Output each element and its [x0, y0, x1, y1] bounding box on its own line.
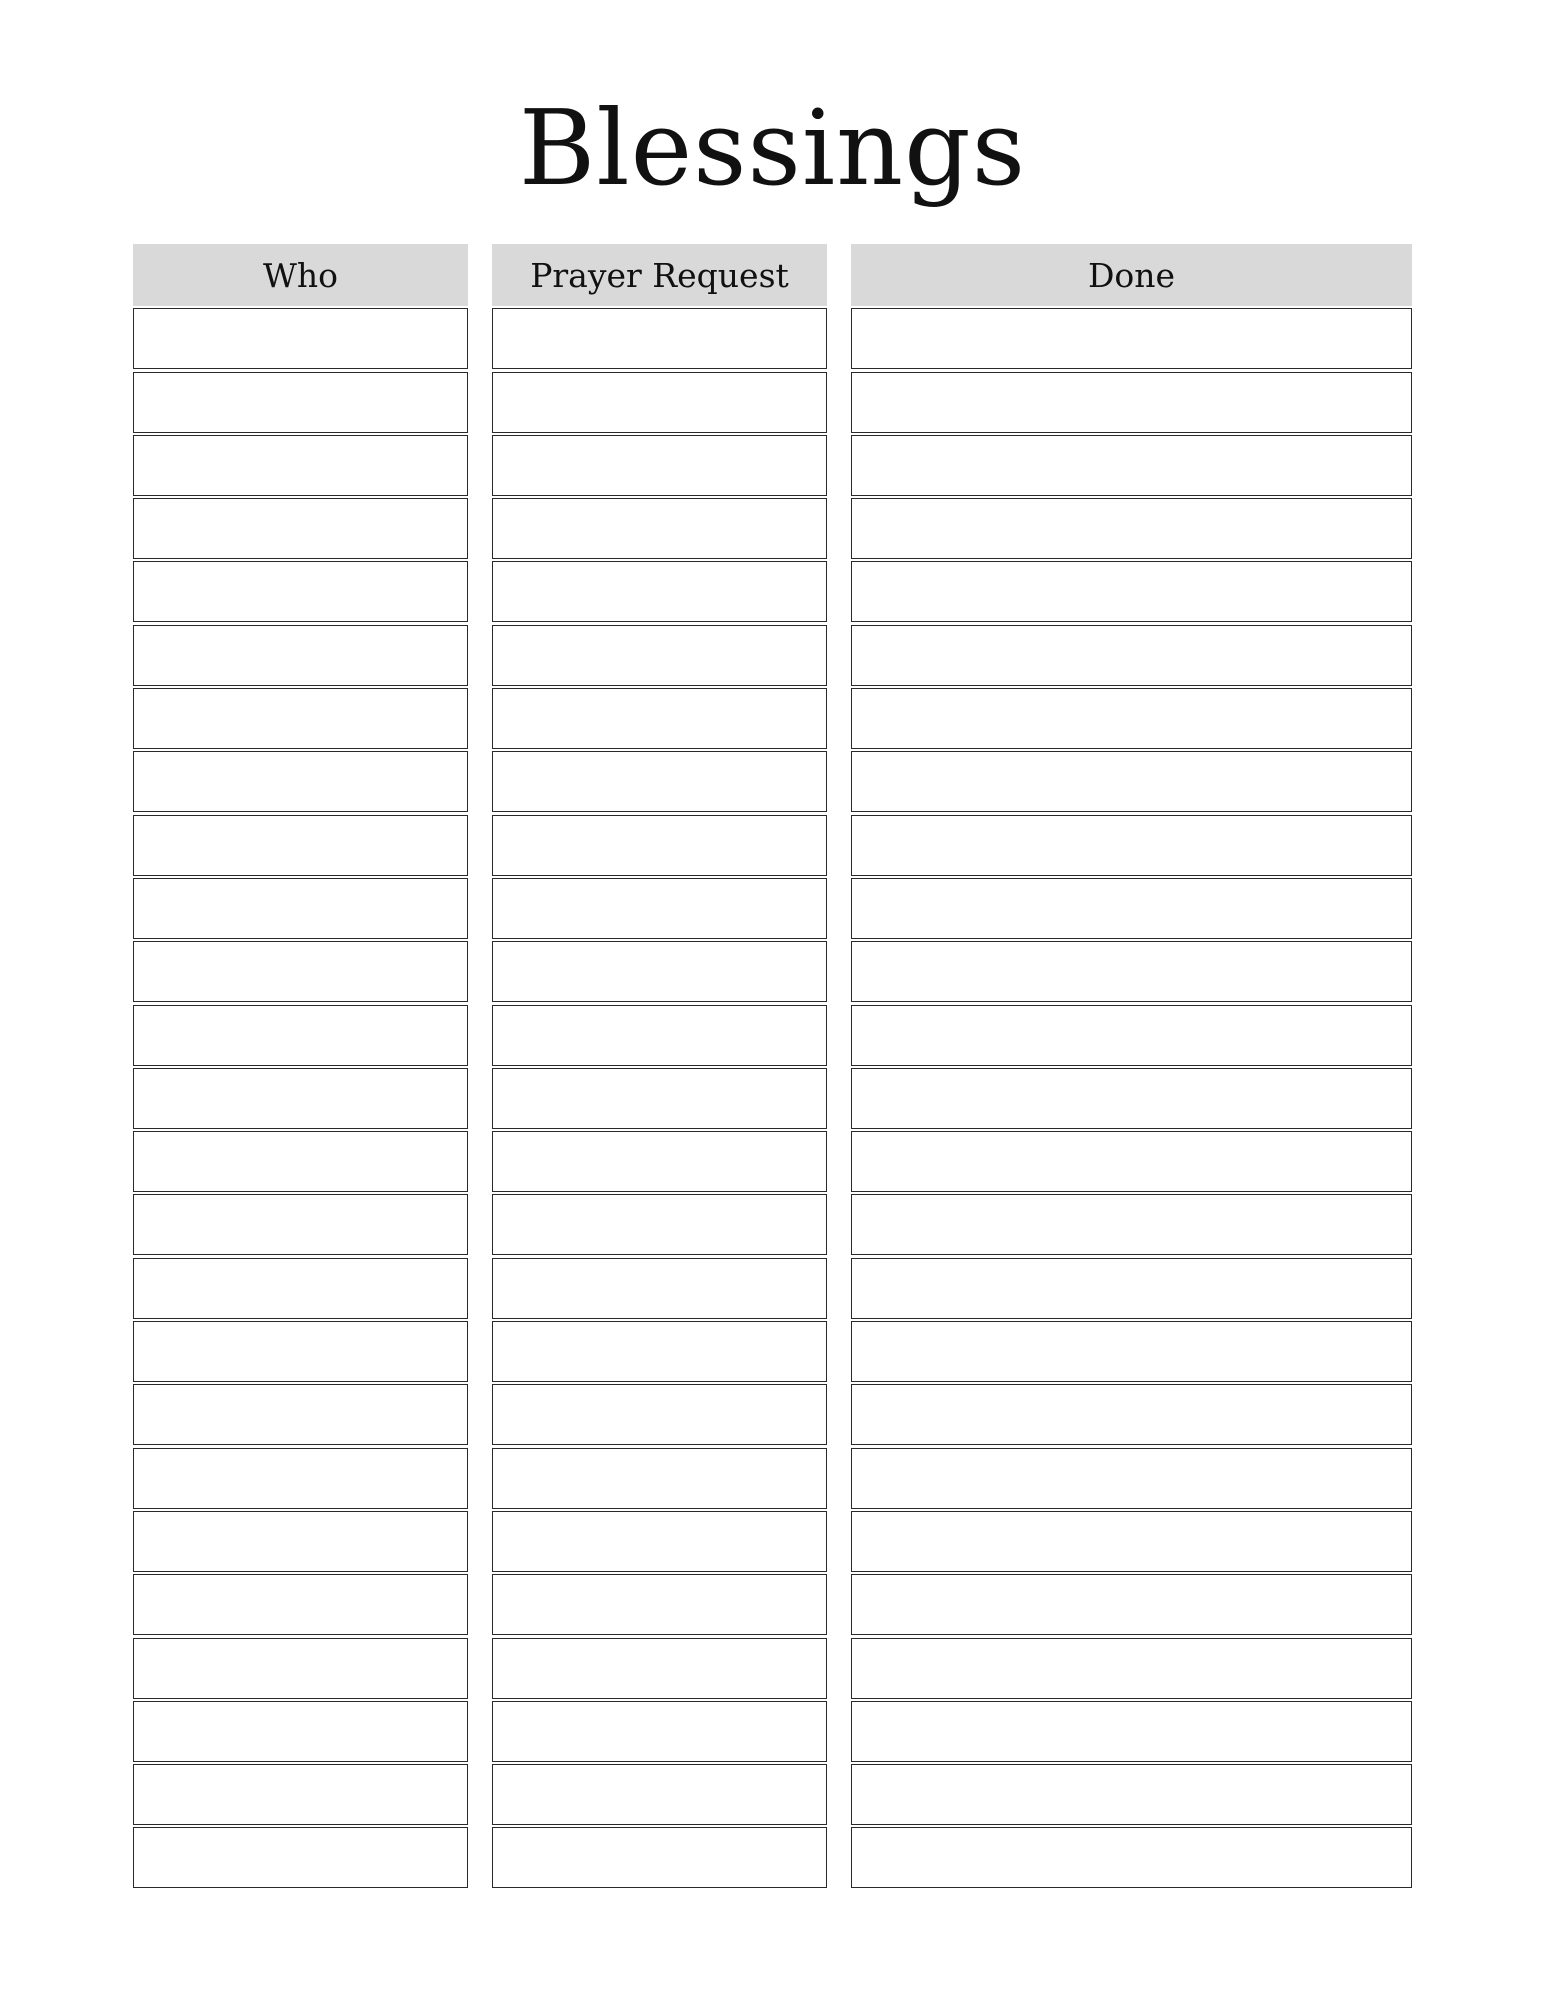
cell-done [851, 1005, 1412, 1066]
cell-request [492, 941, 827, 1002]
cell-done [851, 1827, 1412, 1888]
cell-done [851, 1131, 1412, 1192]
cell-who [133, 435, 468, 496]
cell-request [492, 1258, 827, 1319]
cell-done [851, 1068, 1412, 1129]
cell-done [851, 435, 1412, 496]
cell-request [492, 878, 827, 939]
cell-done [851, 1258, 1412, 1319]
cell-done [851, 751, 1412, 812]
cell-done [851, 498, 1412, 559]
cell-request [492, 1701, 827, 1762]
cell-request [492, 1448, 827, 1509]
column-header-prayer-request: Prayer Request [492, 244, 827, 306]
column-header-done: Done [851, 244, 1412, 306]
column-who [133, 244, 468, 1888]
cell-who [133, 1068, 468, 1129]
column-done [851, 244, 1412, 1888]
cell-who [133, 1258, 468, 1319]
cell-who [133, 1448, 468, 1509]
cell-request [492, 1764, 827, 1825]
cell-who [133, 751, 468, 812]
cell-who [133, 625, 468, 686]
cell-request [492, 1131, 827, 1192]
cell-request [492, 561, 827, 622]
cell-done [851, 1321, 1412, 1382]
cell-who [133, 1321, 468, 1382]
cell-who [133, 561, 468, 622]
cell-request [492, 1638, 827, 1699]
cell-done [851, 878, 1412, 939]
page-title: Blessings [518, 87, 1027, 209]
cell-request [492, 372, 827, 433]
cell-request [492, 1321, 827, 1382]
cell-who [133, 1511, 468, 1572]
cell-done [851, 1511, 1412, 1572]
cell-who [133, 1131, 468, 1192]
column-prayer-request [492, 244, 827, 1888]
cell-who [133, 1764, 468, 1825]
cell-request [492, 751, 827, 812]
cell-request [492, 1194, 827, 1255]
cell-who [133, 372, 468, 433]
cell-request [492, 435, 827, 496]
cell-done [851, 1448, 1412, 1509]
cell-who [133, 498, 468, 559]
cell-request [492, 688, 827, 749]
cell-who [133, 941, 468, 1002]
cell-request [492, 1005, 827, 1066]
cell-done [851, 1574, 1412, 1635]
cell-who [133, 1005, 468, 1066]
cell-request [492, 498, 827, 559]
cell-request [492, 815, 827, 876]
cell-who [133, 308, 468, 369]
cell-done [851, 1764, 1412, 1825]
cell-who [133, 688, 468, 749]
cell-who [133, 1701, 468, 1762]
column-cells-done [851, 306, 1412, 1888]
cell-done [851, 941, 1412, 1002]
cell-who [133, 1638, 468, 1699]
cell-request [492, 1068, 827, 1129]
cell-request [492, 1511, 827, 1572]
cell-who [133, 878, 468, 939]
cell-done [851, 561, 1412, 622]
cell-done [851, 308, 1412, 369]
cell-request [492, 1384, 827, 1445]
cell-who [133, 1574, 468, 1635]
cell-done [851, 815, 1412, 876]
cell-who [133, 1194, 468, 1255]
cell-done [851, 1701, 1412, 1762]
cell-done [851, 625, 1412, 686]
cell-done [851, 1638, 1412, 1699]
column-cells-prayer-request [492, 306, 827, 1888]
column-header-who: Who [133, 244, 468, 306]
cell-who [133, 1827, 468, 1888]
column-cells-who [133, 306, 468, 1888]
cell-request [492, 1827, 827, 1888]
cell-done [851, 1384, 1412, 1445]
cell-done [851, 1194, 1412, 1255]
cell-request [492, 1574, 827, 1635]
cell-done [851, 372, 1412, 433]
cell-request [492, 625, 827, 686]
cell-who [133, 1384, 468, 1445]
cell-done [851, 688, 1412, 749]
cell-request [492, 308, 827, 369]
cell-who [133, 815, 468, 876]
